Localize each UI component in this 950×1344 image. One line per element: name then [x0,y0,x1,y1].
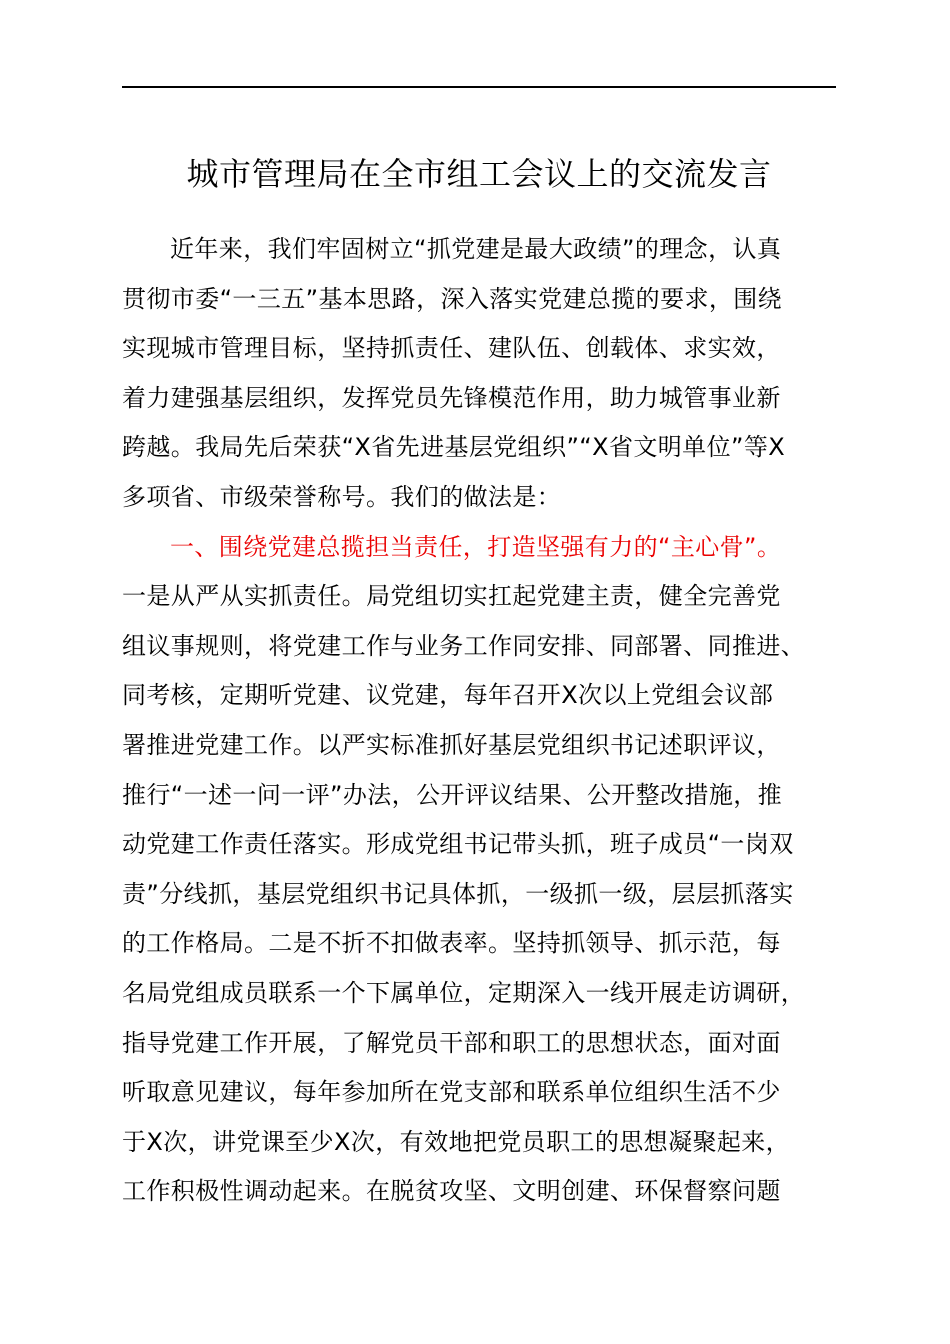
body-line: 动党建工作责任落实。形成党组书记带头抓，班子成员“一岗双 [122,830,794,859]
body-line: 一是从严从实抓责任。局党组切实扛起党建主责，健全完善党 [122,582,781,611]
body-line: 近年来，我们牢固树立“抓党建是最大政绩”的理念，认真 [170,235,782,263]
body-line: 名局党组成员联系一个下属单位，定期深入一线开展走访调研， [122,978,806,1007]
section-heading: 一、围绕党建总揽担当责任，打造坚强有力的“主心骨”。 [170,532,782,561]
body-line: 跨越。我局先后荣获“X省先进基层党组织”“X省文明单位”等X [122,433,786,462]
body-line: 责”分线抓，基层党组织书记具体抓，一级抓一级，层层抓落实 [122,879,794,908]
body-line: 多项省、市级荣誉称号。我们的做法是： [122,482,562,511]
document-body [122,225,862,1217]
body-line: 贯彻市委“一三五”基本思路，深入落实党建总揽的要求，围绕 [122,284,783,313]
body-line: 组议事规则，将党建工作与业务工作同安排、同部署、同推进、 [122,631,806,660]
body-line: 指导党建工作开展，了解党员干部和职工的思想状态，面对面 [122,1028,781,1057]
body-line: 着力建强基层组织，发挥党员先锋模范作用，助力城管事业新 [122,383,781,412]
header-rule [122,86,836,88]
body-line: 于X次，讲党课至少X次，有效地把党员职工的思想凝聚起来， [122,1127,791,1156]
body-line: 同考核，定期听党建、议党建，每年召开X次以上党组会议部 [122,681,774,710]
document-title: 城市管理局在全市组工会议上的交流发言 [186,155,772,193]
body-line: 推行“一述一问一评”办法，公开评议结果、公开整改措施，推 [122,780,783,809]
body-line: 听取意见建议，每年参加所在党支部和联系单位组织生活不少 [122,1078,781,1107]
body-line: 实现城市管理目标，坚持抓责任、建队伍、创载体、求实效， [122,334,781,363]
body-line: 工作积极性调动起来。在脱贫攻坚、文明创建、环保督察问题 [122,1177,781,1206]
body-line: 的工作格局。二是不折不扣做表率。坚持抓领导、抓示范，每 [122,929,781,958]
body-line: 署推进党建工作。以严实标准抓好基层党组织书记述职评议， [122,730,781,759]
